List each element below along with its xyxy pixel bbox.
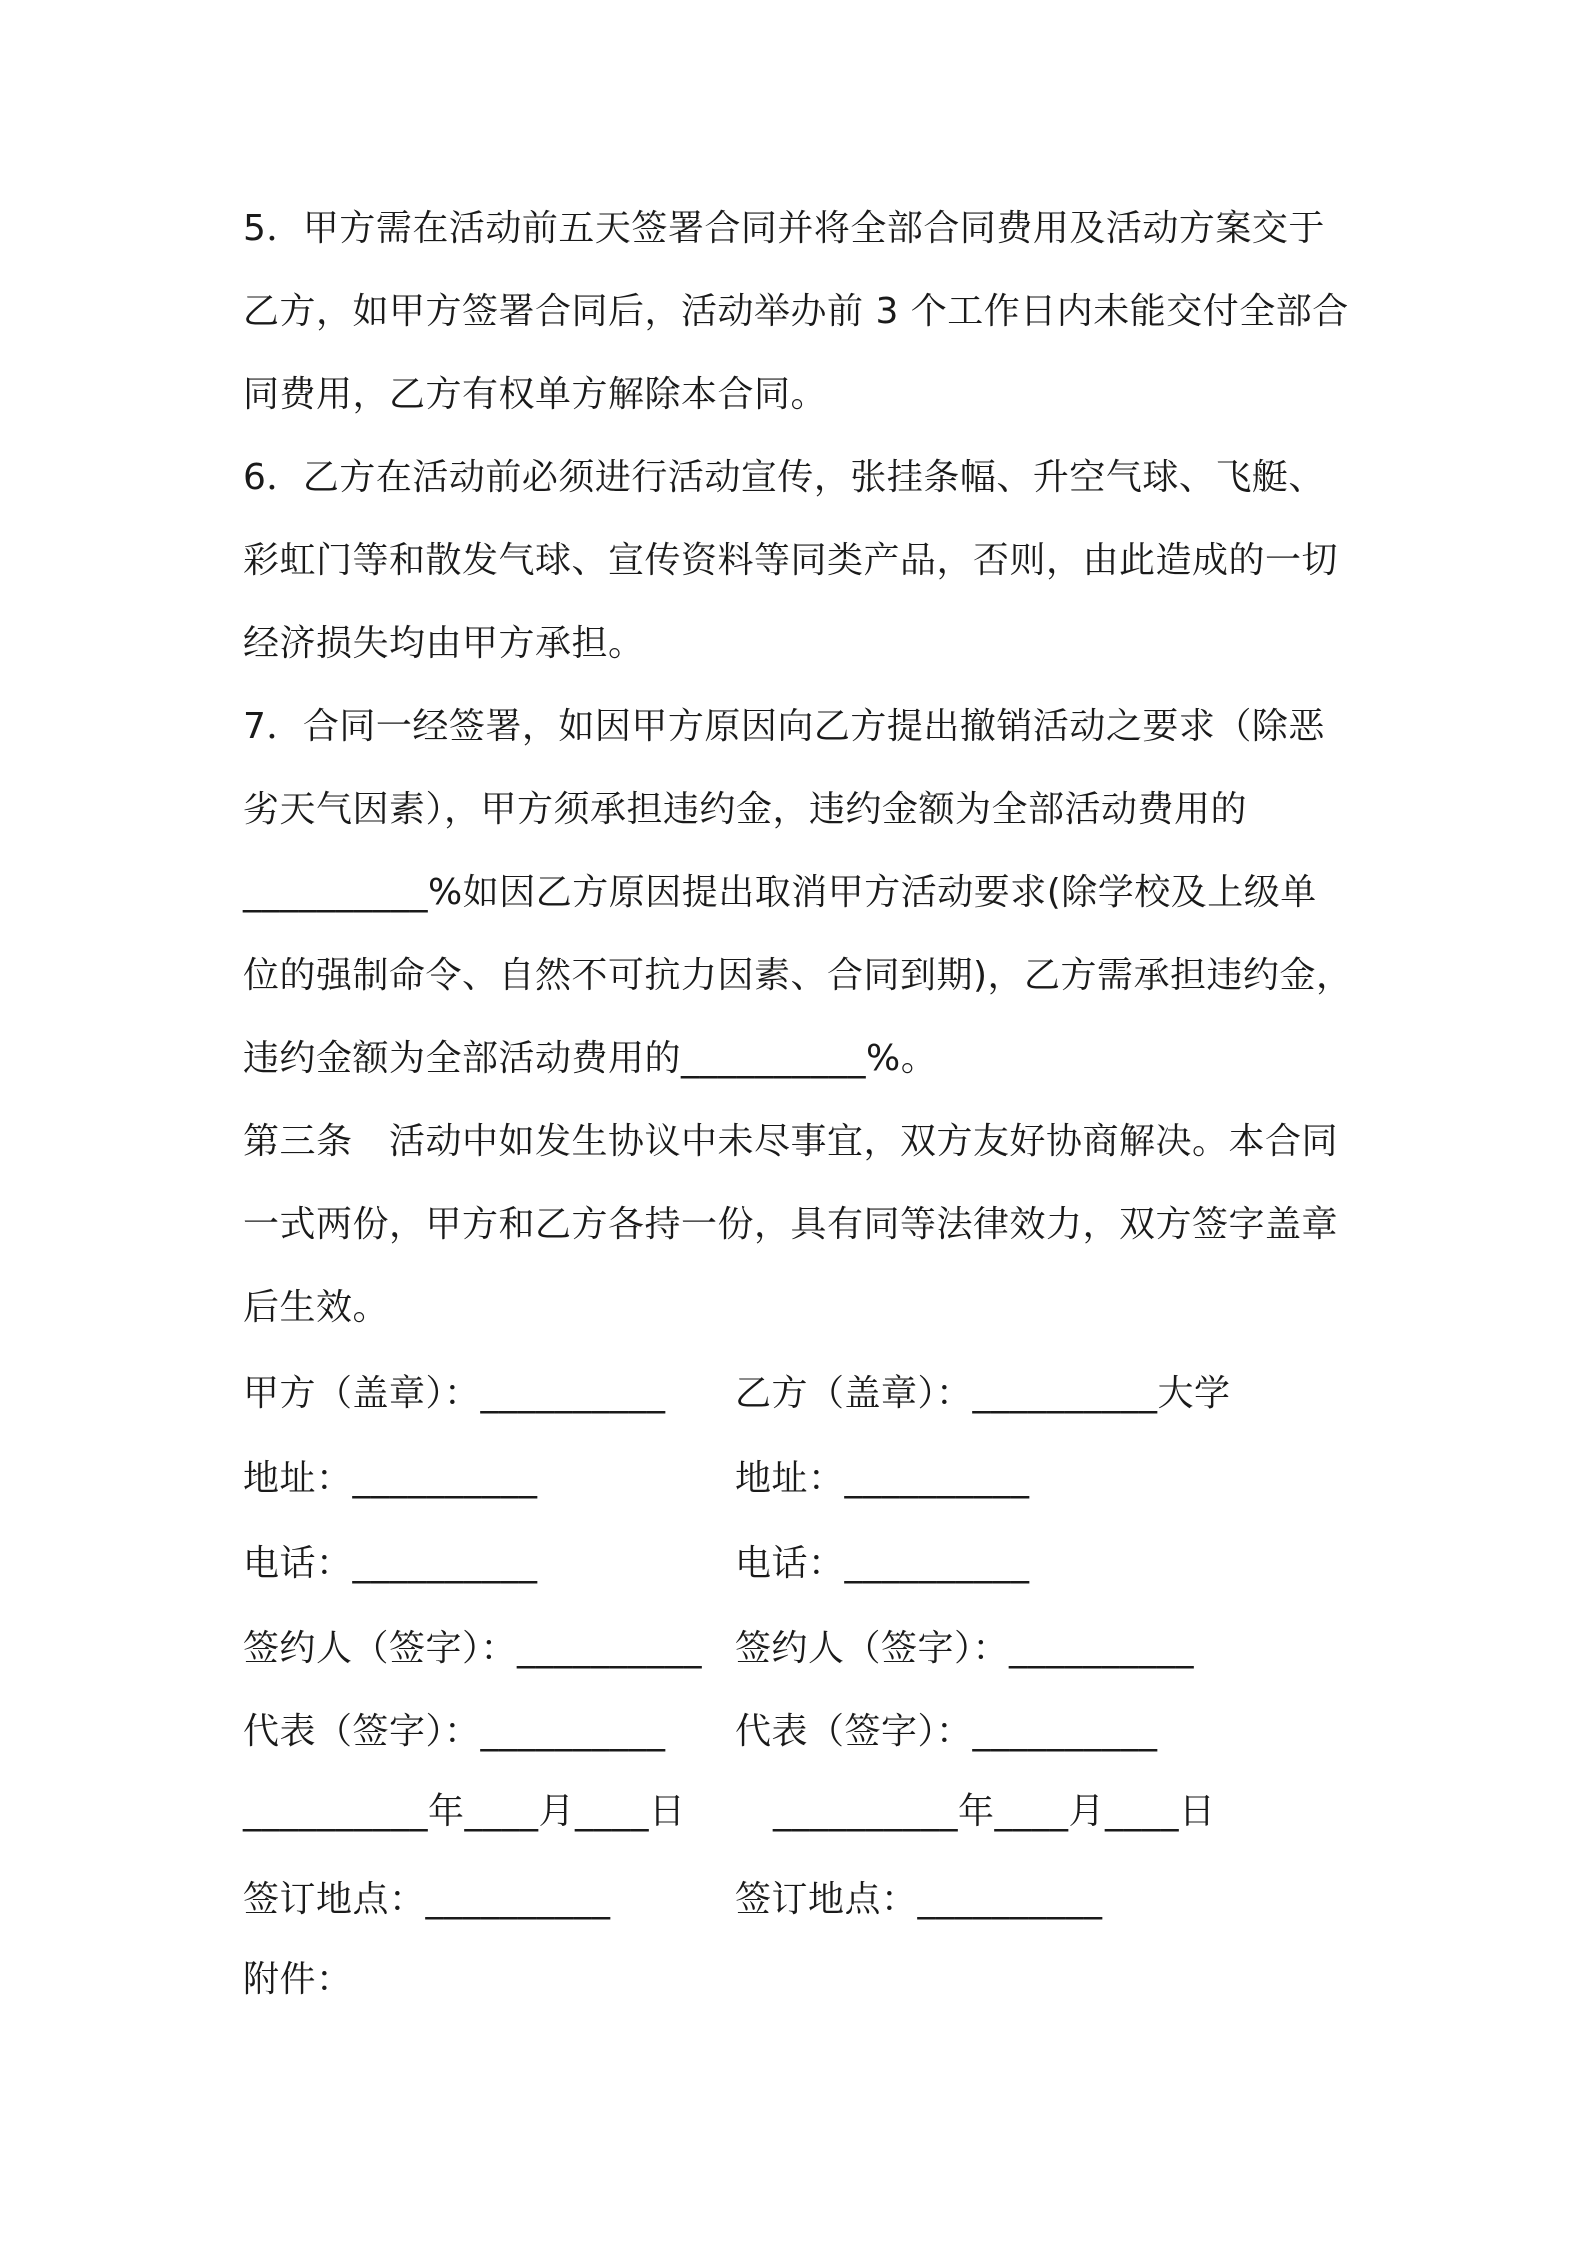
clause-7-line-5: 违约金额为全部活动费用的__________%。 bbox=[243, 1038, 938, 1079]
clause-7-line-1: 7．合同一经签署，如因甲方原因向乙方提出撤销活动之要求（除恶 bbox=[243, 706, 1325, 747]
party-a-seal: 甲方（盖章）：__________ bbox=[243, 1373, 666, 1414]
clause-7-line-2: 劣天气因素），甲方须承担违约金，违约金额为全部活动费用的 bbox=[243, 789, 1248, 830]
party-a-address: 地址：__________ bbox=[243, 1458, 538, 1499]
party-b-representative: 代表（签字）：__________ bbox=[735, 1711, 1158, 1752]
party-b-address: 地址：__________ bbox=[735, 1458, 1030, 1499]
clause-7-line-4: 位的强制命令、自然不可抗力因素、合同到期)，乙方需承担违约金， bbox=[243, 955, 1353, 996]
party-b-seal: 乙方（盖章）：__________大学 bbox=[735, 1373, 1231, 1414]
party-a-phone: 电话：__________ bbox=[243, 1543, 538, 1584]
attachment-label: 附件： bbox=[243, 1959, 353, 2000]
article-3-line-3: 后生效。 bbox=[243, 1287, 390, 1328]
clause-6-line-2: 彩虹门等和散发气球、宣传资料等同类产品，否则，由此造成的一切 bbox=[243, 540, 1339, 581]
clause-6-line-1: 6．乙方在活动前必须进行活动宣传，张挂条幅、升空气球、飞艇、 bbox=[243, 457, 1325, 498]
article-3-line-2: 一式两份，甲方和乙方各持一份，具有同等法律效力，双方签字盖章 bbox=[243, 1204, 1339, 1245]
party-a-signer: 签约人（签字）：__________ bbox=[243, 1628, 703, 1669]
party-b-signer: 签约人（签字）：__________ bbox=[735, 1628, 1195, 1669]
clause-7-line-3: __________%如因乙方原因提出取消甲方活动要求(除学校及上级单 bbox=[243, 872, 1317, 913]
party-b-phone: 电话：__________ bbox=[735, 1543, 1030, 1584]
clause-5-line-3: 同费用，乙方有权单方解除本合同。 bbox=[243, 374, 828, 415]
party-b-place: 签订地点：__________ bbox=[735, 1879, 1103, 1920]
clause-5-line-1: 5．甲方需在活动前五天签署合同并将全部合同费用及活动方案交于 bbox=[243, 208, 1325, 249]
party-a-place: 签订地点：__________ bbox=[243, 1879, 611, 1920]
party-a-date: __________年____月____日 bbox=[243, 1791, 686, 1832]
clause-6-line-3: 经济损失均由甲方承担。 bbox=[243, 623, 645, 664]
party-a-representative: 代表（签字）：__________ bbox=[243, 1711, 666, 1752]
article-3-line-1: 第三条 活动中如发生协议中未尽事宜，双方友好协商解决。本合同 bbox=[243, 1121, 1339, 1162]
party-b-date: __________年____月____日 bbox=[773, 1791, 1216, 1832]
clause-5-line-2: 乙方，如甲方签署合同后，活动举办前 3 个工作日内未能交付全部合 bbox=[243, 291, 1349, 332]
